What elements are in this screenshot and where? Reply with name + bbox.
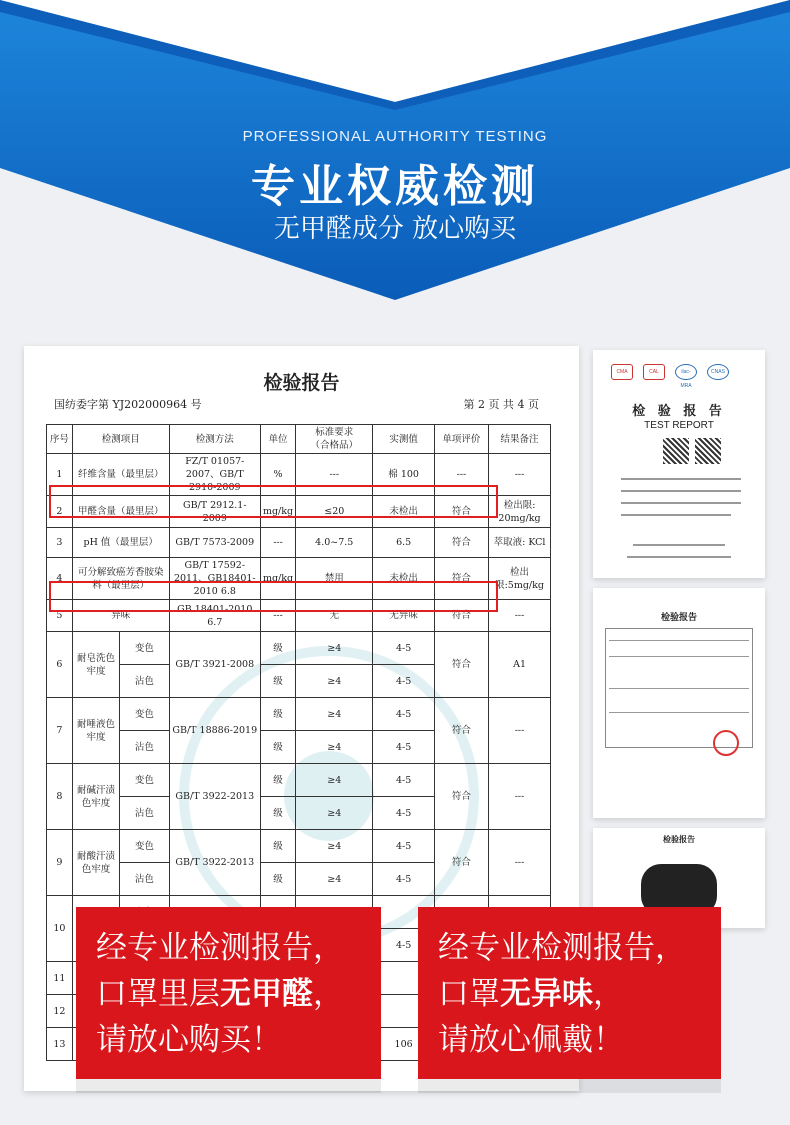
callout-line: 口罩无异味，: [438, 976, 624, 1012]
row-req: 4.0~7.5: [296, 528, 373, 558]
row-val: 棉 100: [373, 454, 434, 496]
row-unit: ---: [260, 528, 295, 558]
row-no: 6: [47, 632, 73, 698]
row-val: 未检出: [373, 496, 434, 528]
row-note: 检出 限:5mg/kg: [489, 558, 551, 600]
sub-label: 变色: [120, 632, 169, 665]
table-row: [47, 698, 551, 731]
row-val: 4-5: [373, 731, 434, 764]
report-title: 检验报告: [263, 372, 340, 394]
cal-logo-icon: CAL: [643, 364, 665, 380]
row-item: 可分解致癌芳香胺染料（最里层）: [72, 558, 169, 600]
callout-line: 经专业检测报告，: [438, 930, 686, 966]
callout-no-formaldehyde: [76, 907, 381, 1079]
row-unit: 级: [260, 665, 295, 698]
row-val: 未检出: [373, 558, 434, 600]
table-row: [47, 632, 551, 665]
header-cell: 检测方法: [169, 425, 260, 454]
callout-no-odor: [418, 907, 721, 1079]
row-note: ---: [489, 764, 551, 830]
row-val: 4-5: [373, 698, 434, 731]
row-method: FZ/T 01057-2007、GB/T 2910-2009: [169, 454, 260, 496]
row-eval: 符合: [434, 830, 488, 896]
header-cell: 单项评价: [434, 425, 488, 454]
callout-line: 请放心购买！: [96, 1022, 282, 1058]
qr-code-icon: [695, 438, 721, 464]
row-no: 9: [47, 830, 73, 896]
row-item: 耐碱汗渍色牢度: [72, 764, 119, 830]
row-item: pH 值（最里层）: [72, 528, 169, 558]
row-note: ---: [489, 454, 551, 496]
report-page-number: 第 2 页 共 4 页: [463, 398, 539, 411]
sub-label: 变色: [120, 830, 169, 863]
row-val: 4-5: [373, 764, 434, 797]
row-req: 禁用: [296, 558, 373, 600]
row-no: 1: [47, 454, 73, 496]
table-row: [47, 764, 551, 797]
row-val: 4-5: [373, 632, 434, 665]
row-note: 萃取液: KCl: [489, 528, 551, 558]
row-req: ≥4: [296, 797, 373, 830]
header-cell: 标准要求 （合格品）: [296, 425, 373, 454]
row-req: 无: [296, 600, 373, 632]
cover-subtitle: TEST REPORT: [644, 420, 714, 431]
row-val: 4-5: [373, 830, 434, 863]
row-val: 4-5: [373, 665, 434, 698]
sub-label: 变色: [120, 764, 169, 797]
row-eval: 符合: [434, 764, 488, 830]
cma-logo-icon: CMA: [611, 364, 633, 380]
report-doc-number: 国纺委字第 YJ202000964 号: [54, 398, 202, 411]
row-req: ≥4: [296, 665, 373, 698]
banner-subline: 无甲醛成分 放心购买: [273, 214, 517, 244]
sub-label: 沾色: [120, 665, 169, 698]
row-unit: 级: [260, 764, 295, 797]
qr-code-icon: [663, 438, 689, 464]
banner-eyebrow: PROFESSIONAL AUTHORITY TESTING: [242, 128, 548, 145]
summary-title: 检验报告: [660, 613, 697, 623]
row-val: 4-5: [373, 863, 434, 896]
report-cover-thumbnail: [593, 350, 765, 578]
row-unit: 级: [260, 698, 295, 731]
row-note: ---: [489, 698, 551, 764]
row-req: ≥4: [296, 632, 373, 665]
row-note: A1: [489, 632, 551, 698]
row-note: ---: [489, 830, 551, 896]
table-row: [47, 528, 551, 558]
table-header-row: [47, 425, 551, 454]
row-eval: 符合: [434, 496, 488, 528]
row-unit: %: [260, 454, 295, 496]
row-val: 4-5: [373, 929, 434, 962]
row-req: ≥4: [296, 830, 373, 863]
row-no: 3: [47, 528, 73, 558]
sub-label: 沾色: [120, 863, 169, 896]
row-item: 耐唾液色牢度: [72, 698, 119, 764]
row-no: 4: [47, 558, 73, 600]
row-no: 13: [47, 1028, 73, 1061]
row-note: ---: [489, 600, 551, 632]
row-req: ≥4: [296, 863, 373, 896]
row-unit: 级: [260, 797, 295, 830]
row-item: 纤维含量（最里层）: [72, 454, 169, 496]
row-eval: 符合: [434, 632, 488, 698]
banner-headline: 专业权威检测: [251, 161, 539, 212]
row-req: ≥4: [296, 698, 373, 731]
sub-label: 沾色: [120, 797, 169, 830]
row-eval: 符合: [434, 600, 488, 632]
callout-line: 口罩里层无甲醛，: [96, 976, 344, 1012]
cnas-logo-icon: CNAS: [707, 364, 729, 380]
row-unit: 级: [260, 863, 295, 896]
header-cell: 单位: [260, 425, 295, 454]
row-unit: ---: [260, 600, 295, 632]
sub-label: 变色: [120, 698, 169, 731]
row-req: ≥4: [296, 731, 373, 764]
row-eval: 符合: [434, 558, 488, 600]
ilac-logo-icon: ilac-MRA: [675, 364, 697, 380]
red-seal-icon: [713, 730, 739, 756]
row-val: 106: [373, 1028, 434, 1061]
row-method: GB/T 3922-2013: [169, 764, 260, 830]
row-method: GB/T 18886-2019: [169, 698, 260, 764]
row-no: 12: [47, 995, 73, 1028]
highlight-formaldehyde: [49, 485, 498, 518]
row-req: ≤20: [296, 496, 373, 528]
row-no: 5: [47, 600, 73, 632]
row-val: 无异味: [373, 600, 434, 632]
row-unit: 级: [260, 731, 295, 764]
row-unit: mg/kg: [260, 558, 295, 600]
row-method: GB/T 3921-2008: [169, 632, 260, 698]
row-method: GB/T 17592-2011、GB18401-2010 6.8: [169, 558, 260, 600]
row-unit: 级: [260, 830, 295, 863]
cert-logos: [611, 364, 729, 389]
row-item: 耐酸汗渍色牢度: [72, 830, 119, 896]
row-req: ≥4: [296, 764, 373, 797]
row-note: 检出限: 20mg/kg: [489, 496, 551, 528]
row-item: 甲醛含量（最里层）: [72, 496, 169, 528]
header-cell: 实测值: [373, 425, 434, 454]
callout-line: 请放心佩戴！: [438, 1022, 624, 1058]
cover-title: 检 验 报 告: [632, 404, 726, 419]
row-eval: 符合: [434, 528, 488, 558]
row-no: 2: [47, 496, 73, 528]
row-no: 10: [47, 896, 73, 962]
row-no: 7: [47, 698, 73, 764]
row-unit: mg/kg: [260, 496, 295, 528]
hero-banner: [0, 0, 790, 300]
row-eval: 符合: [434, 698, 488, 764]
row-item: 异味: [72, 600, 169, 632]
callout-line: 经专业检测报告，: [96, 930, 344, 966]
header-cell: 序号: [47, 425, 73, 454]
row-no: 11: [47, 962, 73, 995]
row-req: ---: [296, 454, 373, 496]
row-method: GB/T 2912.1-2009: [169, 496, 260, 528]
row-method: GB/T 7573-2009: [169, 528, 260, 558]
row-method: GB/T 3922-2013: [169, 830, 260, 896]
row-item: 耐皂洗色牢度: [72, 632, 119, 698]
sub-label: 沾色: [120, 731, 169, 764]
highlight-odor: [49, 581, 498, 612]
row-unit: 级: [260, 632, 295, 665]
table-row: [47, 830, 551, 863]
row-method: GB 18401-2010 6.7: [169, 600, 260, 632]
row-val: 4-5: [373, 797, 434, 830]
row-val: 6.5: [373, 528, 434, 558]
row-eval: ---: [434, 454, 488, 496]
report-summary-thumbnail: [593, 588, 765, 818]
row-no: 8: [47, 764, 73, 830]
photo-page-title: 检验报告: [663, 834, 695, 844]
header-cell: 检测项目: [72, 425, 169, 454]
header-cell: 结果备注: [489, 425, 551, 454]
